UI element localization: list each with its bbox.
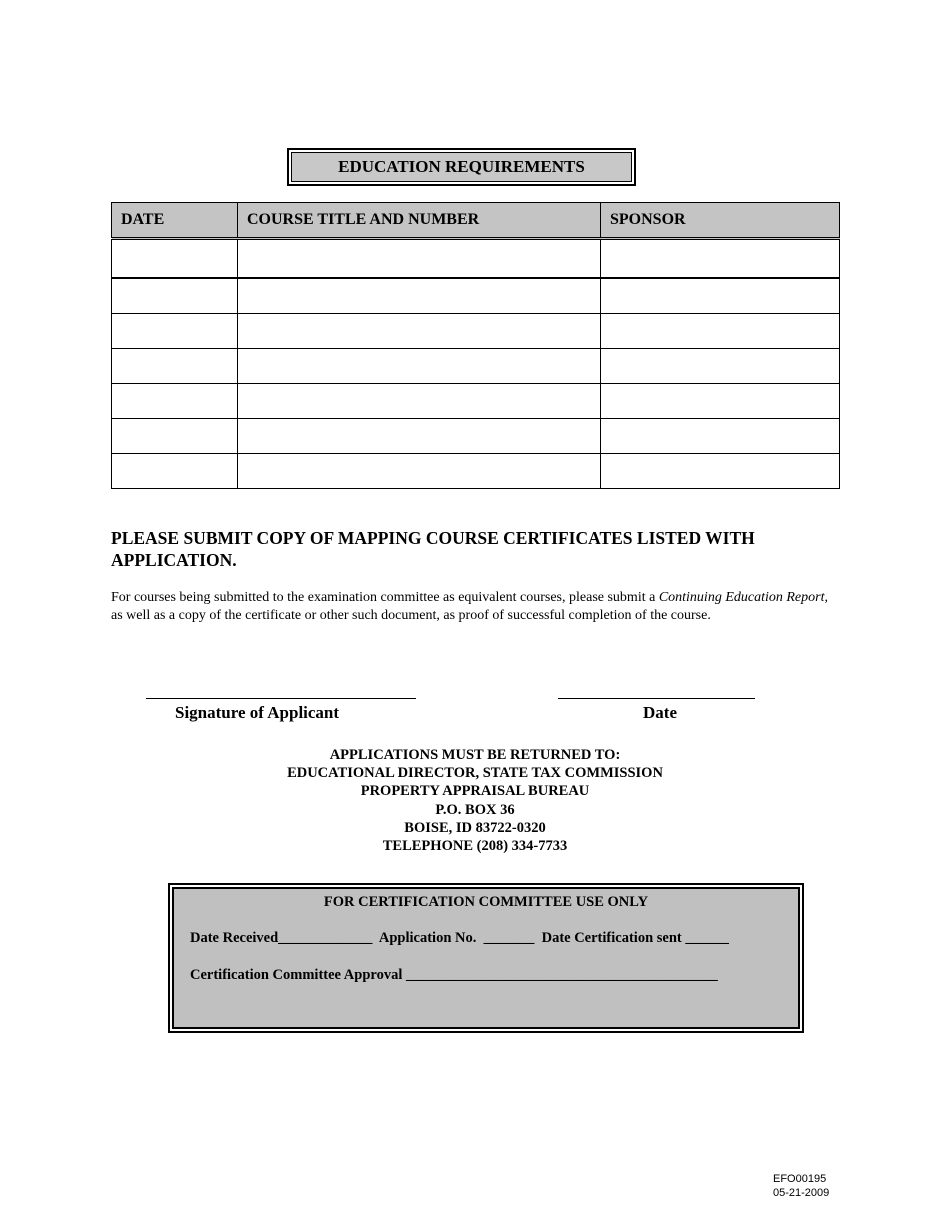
course-cell[interactable] [238,419,601,454]
note-suffix: as well as a copy of the certificate or other such document, as proof of successful completion of the course. [111,608,711,623]
sponsor-cell[interactable] [601,239,840,279]
table-row [112,419,840,454]
table-row [112,314,840,349]
form-footer [773,1172,829,1200]
column-header-sponsor: SPONSOR [601,203,840,239]
date-cell[interactable] [112,314,238,349]
table-row [112,278,840,314]
date-signature-label: Date [643,703,677,722]
table-header-row [112,203,840,239]
committee-title: FOR CERTIFICATION COMMITTEE USE ONLY [323,894,649,910]
address-line: EDUCATIONAL DIRECTOR, STATE TAX COMMISSION [287,765,663,782]
table-row [112,454,840,489]
instructions-heading: PLEASE SUBMIT COPY OF MAPPING COURSE CERTIFICATES LISTED WITH APPLICATION. [111,528,755,570]
sponsor-cell[interactable] [601,314,840,349]
form-id: EFO00195 [773,1173,827,1185]
committee-panel [172,887,800,1029]
sponsor-cell[interactable] [601,384,840,419]
note-prefix: For courses being submitted to the examination committee as equivalent courses, please submit a [111,590,659,605]
sponsor-cell[interactable] [601,278,840,314]
section-title: EDUCATION REQUIREMENTS [291,152,632,182]
address-line: BOISE, ID 83722-0320 [404,819,546,836]
address-line: APPLICATIONS MUST BE RETURNED TO: [329,747,621,763]
return-address [200,746,750,855]
address-line: P.O. BOX 36 [435,801,515,818]
address-line: PROPERTY APPRAISAL BUREAU [360,783,590,800]
course-cell[interactable] [238,314,601,349]
course-cell[interactable] [238,349,601,384]
committee-approval-row[interactable]: Certification Committee Approval ___________________________________________ [190,967,718,983]
column-header-date: DATE [112,203,238,239]
committee-box [168,883,804,1033]
course-cell[interactable] [238,239,601,279]
applicant-signature-line[interactable] [146,698,416,699]
date-cell[interactable] [112,278,238,314]
instructions-note [111,589,841,625]
committee-received-row[interactable]: Date Received_____________ Application No. _______ Date Certification sent ______ [190,930,729,946]
course-cell[interactable] [238,454,601,489]
date-cell[interactable] [112,349,238,384]
table-row [112,349,840,384]
course-cell[interactable] [238,384,601,419]
address-line: TELEPHONE (208) 334-7733 [382,838,568,855]
date-signature-line[interactable] [558,698,755,699]
column-header-course: COURSE TITLE AND NUMBER [238,203,601,239]
date-cell[interactable] [112,239,238,279]
course-cell[interactable] [238,278,601,314]
note-italic: Continuing Education Report, [658,590,828,605]
date-cell[interactable] [112,454,238,489]
sponsor-cell[interactable] [601,349,840,384]
sponsor-cell[interactable] [601,454,840,489]
date-cell[interactable] [112,384,238,419]
applicant-signature-label: Signature of Applicant [175,703,340,722]
table-row [112,239,840,279]
education-table [111,202,840,489]
table-row [112,384,840,419]
sponsor-cell[interactable] [601,419,840,454]
date-cell[interactable] [112,419,238,454]
form-date: 05-21-2009 [773,1187,830,1199]
section-title-box [287,148,636,186]
